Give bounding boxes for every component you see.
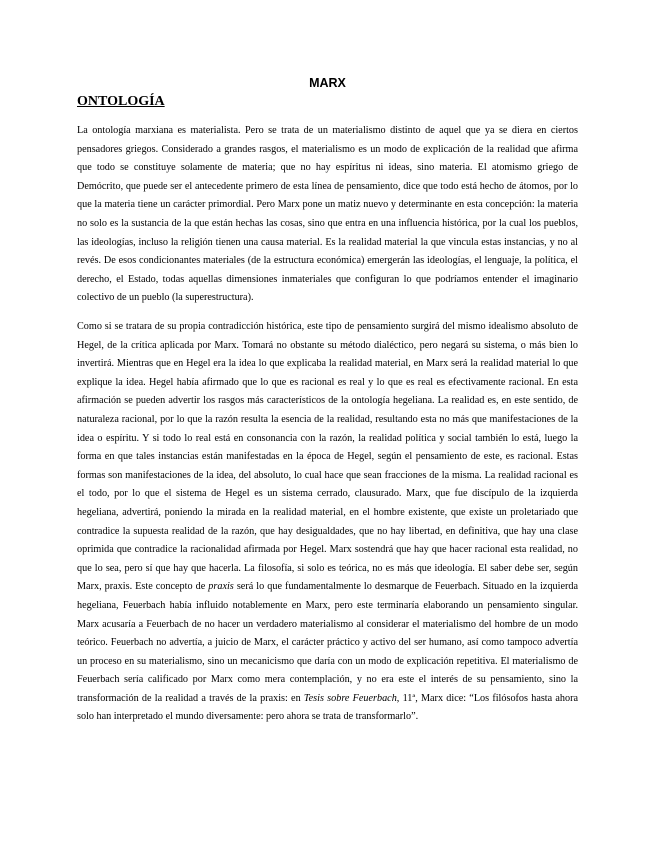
paragraph-2: [77, 318, 578, 727]
work-title-tesis: Tesis sobre Feuerbach: [303, 692, 397, 704]
paragraph-2-text-b: será lo que fundamentalmente lo desmarque de Feuerbach. Situado en la izquierda hegeliana, Feuerbach había influido notablemente en Marx, pero este terminaría elaborando un pensamiento singular. Marx acusaría a Feuerbach de no hacer un verdadero materialismo al considerar el materialismo del hombre de un modo teórico. Feuerbach no advertía, a juicio de Marx, el carácter práctico y activo del ser humano, así como tampoco advertía un proceso en su materialismo, sino un mecanicismo que daría con un modo de explicación repetitiva. El materialismo de Feuerbach sería calificado por Marx como mera contemplación, y no era este el interés de su pensamiento, sino la transformación de la realidad a través de la praxis: en: [77, 581, 578, 704]
document-title: MARX: [309, 76, 346, 90]
paragraph-1: La ontología marxiana es materialista. Pero se trata de un materialismo distinto de aquel que ya se diera en ciertos pensadores griegos. Considerado a grandes rasgos, el materialismo es un modo de explicación de la realidad que afirma que todo se constituye solamente de materia; que no hay espíritus ni ideas, sino materia. El atomismo griego de Demócrito, que puede ser el antecedente primero de esta línea de pensamiento, dice que todo está hecho de átomos, por lo que la materia tiene un carácter primordial. Pero Marx pone un matiz nuevo y determinante en esta concepción: la materia no solo es la sustancia de la que están hechas las cosas, sino que entra en una influencia histórica, por la cual los pueblos, las ideologías, incluso la religión tienen una causa material. Es la realidad material la que vincula estas instancias, y no al revés. De esos condicionantes materiales (de la estructura económica) emergerán las ideologías, el lenguaje, la política, el derecho, el Estado, todas aquellas dimensiones inmateriales que configuran lo que podríamos entender el imaginario colectivo de un pueblo (la superestructura).: [77, 125, 578, 304]
praxis-term: praxis: [208, 581, 234, 593]
section-heading: ONTOLOGÍA: [77, 94, 165, 109]
paragraph-2-text-a: Como si se tratara de su propia contradicción histórica, este tipo de pensamiento surgirá del mismo idealismo absoluto de Hegel, de la crítica aplicada por Marx. Tomará no obstante su método dialéctico, pero negará su sistema, o más bien lo invertirá. Mientras que en Hegel era la idea lo que explicaba la realidad material, en Marx será la realidad material lo que explique la idea. Hegel había afirmado que lo que es racional es real y lo que es real es efectivamente racional. En esta afirmación se pueden advertir los rasgos más característicos de la ontología hegeliana. La realidad es, en este sentido, de naturaleza racional, por lo que la razón resulta la esencia de la realidad, resultando esta no más que manifestaciones de la idea o espíritu. Y si todo lo real está en consonancia con la razón, la realidad política y social también lo está, luego la forma en que tales instancias están manifestadas en la época de Hegel, según el pensamiento de este, es racional. Estas formas son manifestaciones de la idea, del absoluto, lo cual hace que sean fracciones de la misma. La realidad racional es el todo, por lo que el sistema de Hegel es un sistema cerrado, clausurado. Marx, que fue discípulo de la izquierda hegeliana, advertirá, poniendo la mirada en la realidad material, en el hombre existente, que existe un proletariado que contradice la supuesta realidad de la razón, que hay desigualdades, que no hay libertad, en definitiva, que hay una clase oprimida que contradice la racionalidad afirmada por Hegel. Marx sostendrá que hay que hacer racional esta realidad, no que lo sea, pero sí que hay que hacerla. La filosofía, si solo es teórica, no es más que ideología. El saber debe ser, según Marx, praxis. Este concepto de: [77, 321, 578, 593]
paragraph-2-text-c: , 11ª, Marx dice: “Los filósofos hasta ahora solo han interpretado el mundo diversamente: pero ahora se trata de transformarlo”.: [77, 692, 579, 723]
